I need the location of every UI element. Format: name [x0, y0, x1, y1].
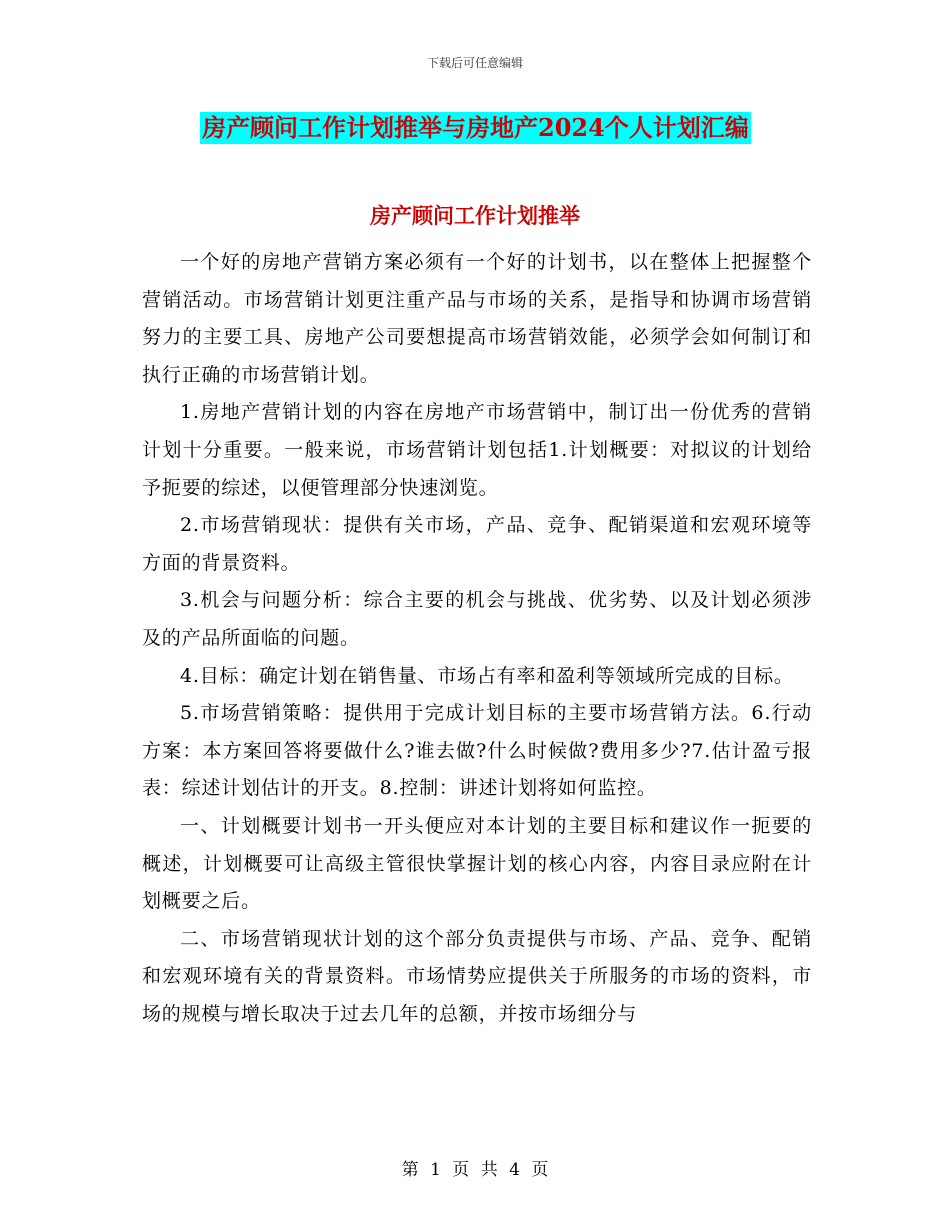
- paragraph: 2.市场营销现状：提供有关市场，产品、竞争、配销渠道和宏观环境等方面的背景资料。: [142, 514, 812, 574]
- header-note: 下载后可任意编辑: [426, 56, 523, 70]
- paragraph: 4.目标：确定计划在销售量、市场占有率和盈利等领域所完成的目标。: [180, 664, 794, 687]
- paragraph: 二、市场营销现状计划的这个部分负责提供与市场、产品、竞争、配销和宏观环境有关的背景资料。市场情势应提供关于所服务的市场的资料，市场的规模与增长取决于过去几年的总额，并按市场细分与: [142, 927, 812, 1025]
- paragraph: 5.市场营销策略：提供用于完成计划目标的主要市场营销方法。6.行动方案：本方案回答将要做什么?谁去做?什么时候做?费用多少?7.估计盈亏报表：综述计划估计的开支。8.控制：讲述计划将如何监控。: [142, 702, 812, 800]
- document-body: [142, 244, 812, 1033]
- page-footer: 第 1 页 共 4 页: [401, 1160, 549, 1180]
- paragraph: 一个好的房地产营销方案必须有一个好的计划书，以在整体上把握整个营销活动。市场营销计划更注重产品与市场的关系，是指导和协调市场营销努力的主要工具、房地产公司要想提高市场营销效能，必须学会如何制订和执行正确的市场营销计划。: [142, 251, 812, 386]
- paragraph: 3.机会与问题分析：综合主要的机会与挑战、优劣势、以及计划必须涉及的产品所面临的问题。: [142, 589, 812, 649]
- document-title: 房产顾问工作计划推举与房地产2024个人计划汇编: [202, 113, 749, 142]
- section-title: 房产顾问工作计划推举: [370, 203, 580, 228]
- paragraph: 一、计划概要计划书一开头便应对本计划的主要目标和建议作一扼要的概述，计划概要可让高级主管很快掌握计划的核心内容，内容目录应附在计划概要之后。: [142, 814, 812, 913]
- paragraph: 1.房地产营销计划的内容在房地产市场营销中，制订出一份优秀的营销计划十分重要。一般来说，市场营销计划包括1.计划概要：对拟议的计划给予扼要的综述，以便管理部分快速浏览。: [142, 401, 812, 499]
